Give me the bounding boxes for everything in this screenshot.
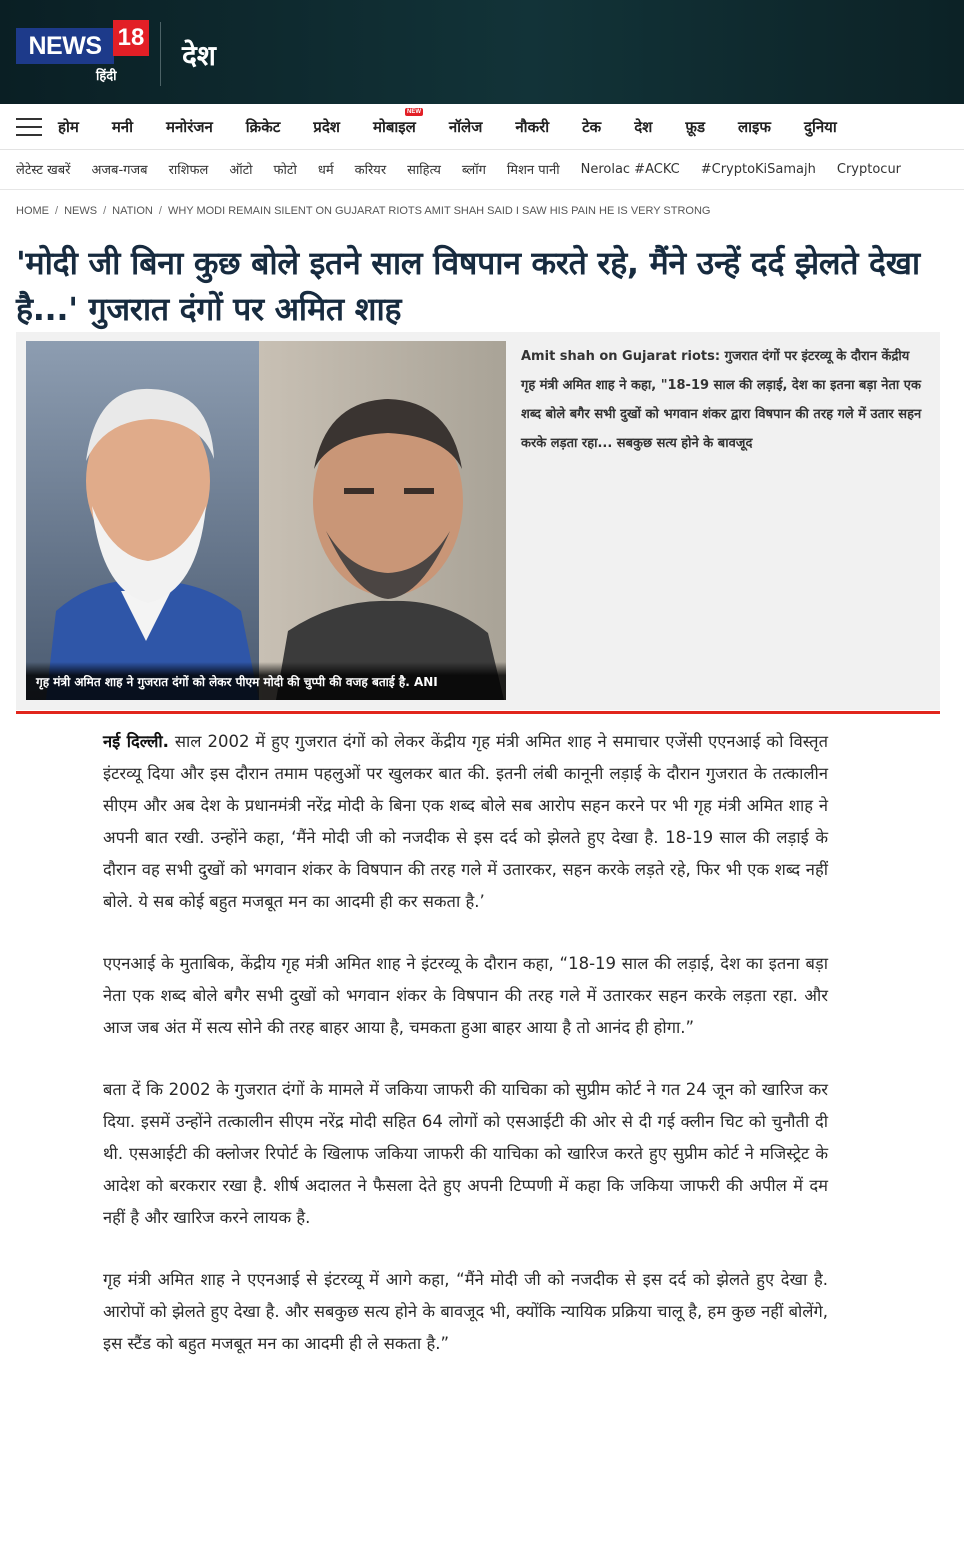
subnav-item-career[interactable]: करियर xyxy=(354,163,387,178)
subnav-item-horoscope[interactable]: राशिफल xyxy=(168,163,209,178)
article-dateline: नई दिल्ली. xyxy=(103,732,169,751)
nav-item-home[interactable]: होम xyxy=(58,118,79,136)
nav-item-food[interactable]: फ़ूड xyxy=(685,118,705,136)
article-summary xyxy=(521,342,926,458)
subnav-item-cryptokisamajh[interactable]: #CryptoKiSamajh xyxy=(700,161,816,177)
site-header xyxy=(0,0,964,104)
logo-hindi-text: हिंदी xyxy=(96,69,117,84)
nav-item-tech[interactable]: टेक xyxy=(582,118,602,136)
nav-item-states[interactable]: प्रदेश xyxy=(313,118,340,136)
nav-item-nation[interactable]: देश xyxy=(634,118,653,136)
subnav-item-ajab-gajab[interactable]: अजब-गजब xyxy=(91,163,148,178)
sub-nav xyxy=(0,150,964,190)
article-headline: 'मोदी जी बिना कुछ बोले इतने साल विषपान करते रहे, मैंने उन्हें दर्द झेलते देखा है...' गुजरात दंगों पर अमित शाह xyxy=(16,244,920,328)
subnav-item-cryptocurrency[interactable]: Cryptocur xyxy=(836,161,902,177)
nav-item-knowledge[interactable]: नॉलेज xyxy=(448,118,483,136)
header-divider xyxy=(160,22,161,86)
hero-photo-illustration xyxy=(26,341,506,700)
nav-item-mobile-label: मोबाइल xyxy=(373,118,416,136)
article-paragraph-4: गृह मंत्री अमित शाह ने एएनआई से इंटरव्यू में आगे कहा, “मैंने मोदी जी को नजदीक से इस दर्द को झेलते हुए देखा है. आरोपों को झेलते हुए देखा है. और सबकुछ सत्य होने के बावजूद भी, क्योंकि न्यायिक प्रक्रिया चालू है, हम कुछ नहीं बोलेंगे, इस स्टैंड को बहुत मजबूत मन का आदमी ही ले सकता है.” xyxy=(103,1270,828,1353)
summary-lead: Amit shah on Gujarat riots: xyxy=(521,349,721,364)
paragraph-1-text: साल 2002 में हुए गुजरात दंगों को लेकर केंद्रीय गृह मंत्री अमित शाह ने समाचार एजेंसी एएनआई को विस्तृत इंटरव्यू दिया और इस दौरान तमाम पहलुओं पर खुलकर बात की. इतनी लंबी कानूनी लड़ाई के दौरान गुजरात के तत्कालीन सीएम और अब देश के प्रधानमंत्री नरेंद्र मोदी के बिना एक शब्द बोले सब आरोप सहन करने पर भी गृह मंत्री अमित शाह ने अपनी बात रखी. उन्होंने कहा, ‘मैंने मोदी जी को नजदीक से इस दर्द को झेलते हुए देखा है. 18-19 साल की लड़ाई के दौरान वह सभी दुखों को भगवान शंकर के विषपान की तरह गले में उतारकर, सहन करके लड़ते रहे, फिर भी एक शब्द नहीं बोले. ये सब कोई बहुत मजबूत मन का आदमी ही कर सकता है.’ xyxy=(103,732,828,911)
breadcrumb xyxy=(16,205,711,217)
hero-caption: गृह मंत्री अमित शाह ने गुजरात दंगों को लेकर पीएम मोदी की चुप्पी की वजह बताई है. ANI xyxy=(26,662,506,700)
logo-news-text: NEWS xyxy=(16,28,114,64)
section-title[interactable]: देश xyxy=(182,39,216,72)
subnav-item-mission-pani[interactable]: मिशन पानी xyxy=(506,163,560,178)
new-badge: NEW xyxy=(407,109,421,115)
breadcrumb-news[interactable]: NEWS xyxy=(64,205,98,217)
section-divider xyxy=(16,711,940,714)
subnav-item-religion[interactable]: धर्म xyxy=(317,163,334,178)
subnav-item-auto[interactable]: ऑटो xyxy=(229,163,253,178)
breadcrumb-home[interactable]: HOME xyxy=(16,205,49,217)
nav-item-world[interactable]: दुनिया xyxy=(803,118,837,136)
nav-item-entertainment[interactable]: मनोरंजन xyxy=(166,118,213,136)
article-paragraph-3: बता दें कि 2002 के गुजरात दंगों के मामले में जकिया जाफरी की याचिका को सुप्रीम कोर्ट ने गत 24 जून को खारिज कर दिया. इसमें उन्होंने तत्कालीन सीएम नरेंद्र मोदी सहित 64 लोगों को एसआईटी की ओर से दी गई क्लीन चिट को चुनौती दी थी. एसआईटी की क्लोजर रिपोर्ट के खिलाफ जकिया जाफरी की याचिका को खारिज करते हुए सुप्रीम कोर्ट ने मजिस्ट्रेट के आदेश को बरकरार रखा है. शीर्ष अदालत ने फैसला देते हुए अपनी टिप्पणी में कहा कि जकिया जाफरी की अपील में दम नहीं है और खारिज करने लायक है. xyxy=(103,1080,828,1227)
news18-logo[interactable] xyxy=(16,20,148,90)
nav-item-mobile[interactable] xyxy=(373,109,421,137)
subnav-item-literature[interactable]: साहित्य xyxy=(407,163,441,178)
article-paragraph-1 xyxy=(103,726,828,918)
breadcrumb-separator: / xyxy=(103,205,107,217)
nav-item-money[interactable]: मनी xyxy=(111,118,134,136)
nav-item-cricket[interactable]: क्रिकेट xyxy=(245,118,281,136)
breadcrumb-nation[interactable]: NATION xyxy=(112,205,153,217)
breadcrumb-separator: / xyxy=(55,205,59,217)
breadcrumb-current: WHY MODI REMAIN SILENT ON GUJARAT RIOTS AMIT SHAH SAID I SAW HIS PAIN HE IS VERY STRONG xyxy=(167,205,711,217)
hero-section xyxy=(16,332,940,710)
hamburger-menu-icon[interactable] xyxy=(16,118,42,136)
subnav-item-photo[interactable]: फोटो xyxy=(273,163,297,178)
subnav-item-nerolac[interactable]: Nerolac #ACKC xyxy=(580,161,680,177)
summary-text: गुजरात दंगों पर इंटरव्यू के दौरान केंद्रीय गृह मंत्री अमित शाह ने कहा, "18-19 साल की लड़ाई, देश का इतना बड़ा नेता एक शब्द बोले बगैर सभी दुखों को भगवान शंकर द्वारा विषपान की तरह गले में उतार सहन करके लड़ता रहा... सबकुछ सत्य होने के बावजूद xyxy=(521,349,922,451)
nav-item-life[interactable]: लाइफ xyxy=(737,118,771,136)
subnav-item-blog[interactable]: ब्लॉग xyxy=(461,163,486,178)
main-nav xyxy=(0,104,964,150)
logo-18-badge: 18 xyxy=(113,20,149,56)
article-paragraph-2: एएनआई के मुताबिक, केंद्रीय गृह मंत्री अमित शाह ने इंटरव्यू के दौरान कहा, “18-19 साल की लड़ाई, देश का इतना बड़ा नेता एक शब्द बोले बगैर सभी दुखों को भगवान शंकर के विषपान की तरह गले में उतारकर सहन करके लड़ता रहा. और आज जब अंत में सत्य सोने की तरह बाहर आया है, चमकता हुआ बाहर आया है तो आनंद ही होगा.” xyxy=(103,954,828,1037)
nav-item-jobs[interactable]: नौकरी xyxy=(515,118,550,136)
article-body xyxy=(103,726,828,1390)
hero-image[interactable] xyxy=(26,341,506,700)
subnav-item-latest[interactable]: लेटेस्ट खबरें xyxy=(16,163,71,178)
breadcrumb-separator: / xyxy=(158,205,162,217)
